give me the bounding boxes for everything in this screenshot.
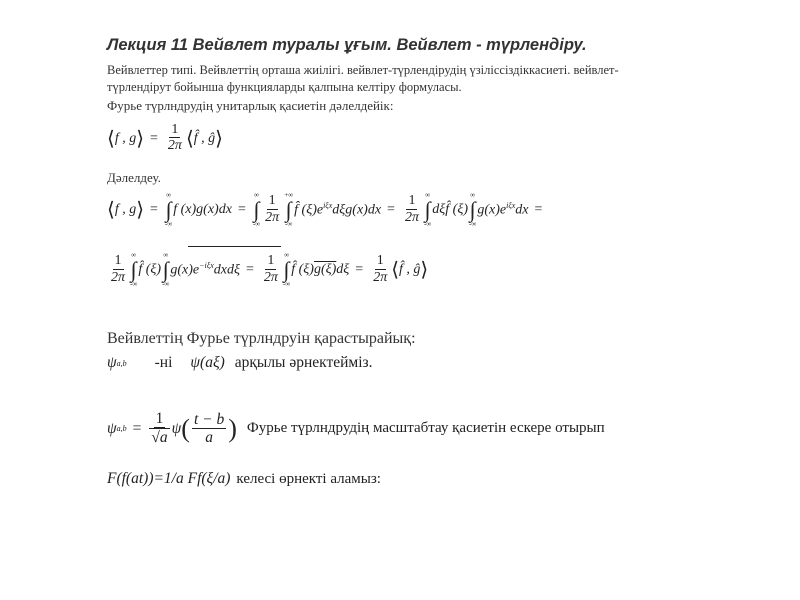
integral: ∞ ∫ -∞ [130,251,138,288]
integral: +∞ ∫ -∞ [284,191,294,228]
integral: ∞ ∫ -∞ [469,191,477,228]
lecture-title: Лекция 11 Вейвлет туралы ұғым. Вейвлет - түрлендіру. [107,36,587,54]
term-fhat-exp: f̂ $(\xi)e^{i\xi x}d\xi g(x)dx$ [294,201,382,218]
fraction-1-2pi: $\frac{1}{2\pi}$ [404,193,419,225]
final-formula: F(f(at))=1/a Ff(ξ/a) [107,470,231,487]
inner-product-fhat-ghat: f̂ , ĝ [399,262,421,277]
inner-product-fg: f , g [114,130,137,146]
right-angle: ⟩ [136,199,145,221]
equals: = [534,202,543,217]
right-angle: ⟩ [215,127,223,150]
fraction-1-2pi: $\frac{1}{2\pi}$ [373,253,388,285]
proof-equation-line-1 [107,192,542,228]
equals: = [150,130,158,146]
integral: ∞ ∫ -∞ [282,251,291,288]
psi-superscript: a,b [116,358,127,368]
final-text: келесі өрнекті аламыз: [236,470,381,487]
equals: = [245,262,254,277]
left-angle: ⟨ [107,127,115,150]
integral: ∞ ∫ -∞ [164,191,173,228]
inner-product-fhat-ghat: f̂ , ĝ [193,130,216,146]
section2-heading: Вейвлеттің Фурье түрлндруін қарастырайық: [107,330,416,347]
term-gx-exp-neg: $g(x)e^{-i\xi x}dxd\xi$ [170,261,240,278]
term-fhat-xi: f̂ (ξ) [138,262,162,277]
left-angle: ⟨ [185,127,194,150]
left-angle: ⟨ [107,199,115,221]
fraction-1-2pi: $\frac{1}{2\pi}$ [265,193,280,225]
right-paren: ) [228,413,237,443]
term-fhat-ghatbar: f̂ (ξ)g(ξ)dξ [291,262,350,277]
fraction-1-2pi: $\frac{1}{2\pi}$ [167,122,182,154]
ni-suffix: -ні [154,354,173,371]
right-angle: ⟩ [136,127,145,150]
integral: ∞ ∫ -∞ [162,251,170,288]
term-gx-exp-dx: $g(x)e^{i\xi x}dx$ [477,201,529,218]
intro-line-1: Вейвлеттер типі. Вейвлеттің орташа жиілігі. вейвлет-түрлендірудің үзіліссіздіккасиеті. вейвлет- [107,63,619,77]
fraction-t-minus-b-over-a: $\frac{t - b}{a}$ [193,410,225,446]
fraction-1-sqrt-a: $\frac{1}{√a}$ [151,410,168,447]
left-paren: ( [181,413,190,443]
psi-scaling-formula [107,410,605,448]
psi-expression-line [107,354,373,372]
conjugate-overline [188,246,281,247]
term-fx-gx-dx: f (x)g(x)dx [173,202,232,217]
psi-a-xi: ψ(aξ) [190,354,225,371]
statement: Фурье түрлндрудің унитарлық қасиетін дәлелдейік: [107,98,394,113]
integral: ∞ ∫ -∞ [252,191,261,228]
psi-superscript: a,b [116,424,127,434]
inner-product-fg: f , g [114,202,137,217]
term-dxi-fhat: dξf̂ (ξ) [432,202,468,217]
proof-label: Дәлелдеу. [107,170,161,185]
equals: = [237,202,246,217]
equals: = [355,262,364,277]
psi-symbol: ψ [107,419,117,437]
integral: ∞ ∫ -∞ [423,191,432,228]
expressed-text: арқылы әрнектейміз. [234,354,373,371]
right-angle: ⟩ [420,259,429,281]
left-angle: ⟨ [391,259,400,281]
unitarity-formula [107,122,223,155]
psi-symbol: ψ [171,419,182,437]
fraction-1-2pi: $\frac{1}{2\pi}$ [111,253,126,285]
fraction-1-2pi: $\frac{1}{2\pi}$ [263,253,278,285]
scaling-text: Фурье түрлндрудің масштабтау қасиетін ескере отырып [246,420,605,437]
intro-line-2: түрлендірут бойынша функцияларды қалпына келтіру формуласы. [107,80,462,94]
equals: = [150,202,158,217]
proof-equation-line-2 [107,252,428,288]
psi-symbol: ψ [107,354,117,371]
equals: = [132,419,142,437]
equals: = [387,202,395,217]
final-line [107,470,381,488]
